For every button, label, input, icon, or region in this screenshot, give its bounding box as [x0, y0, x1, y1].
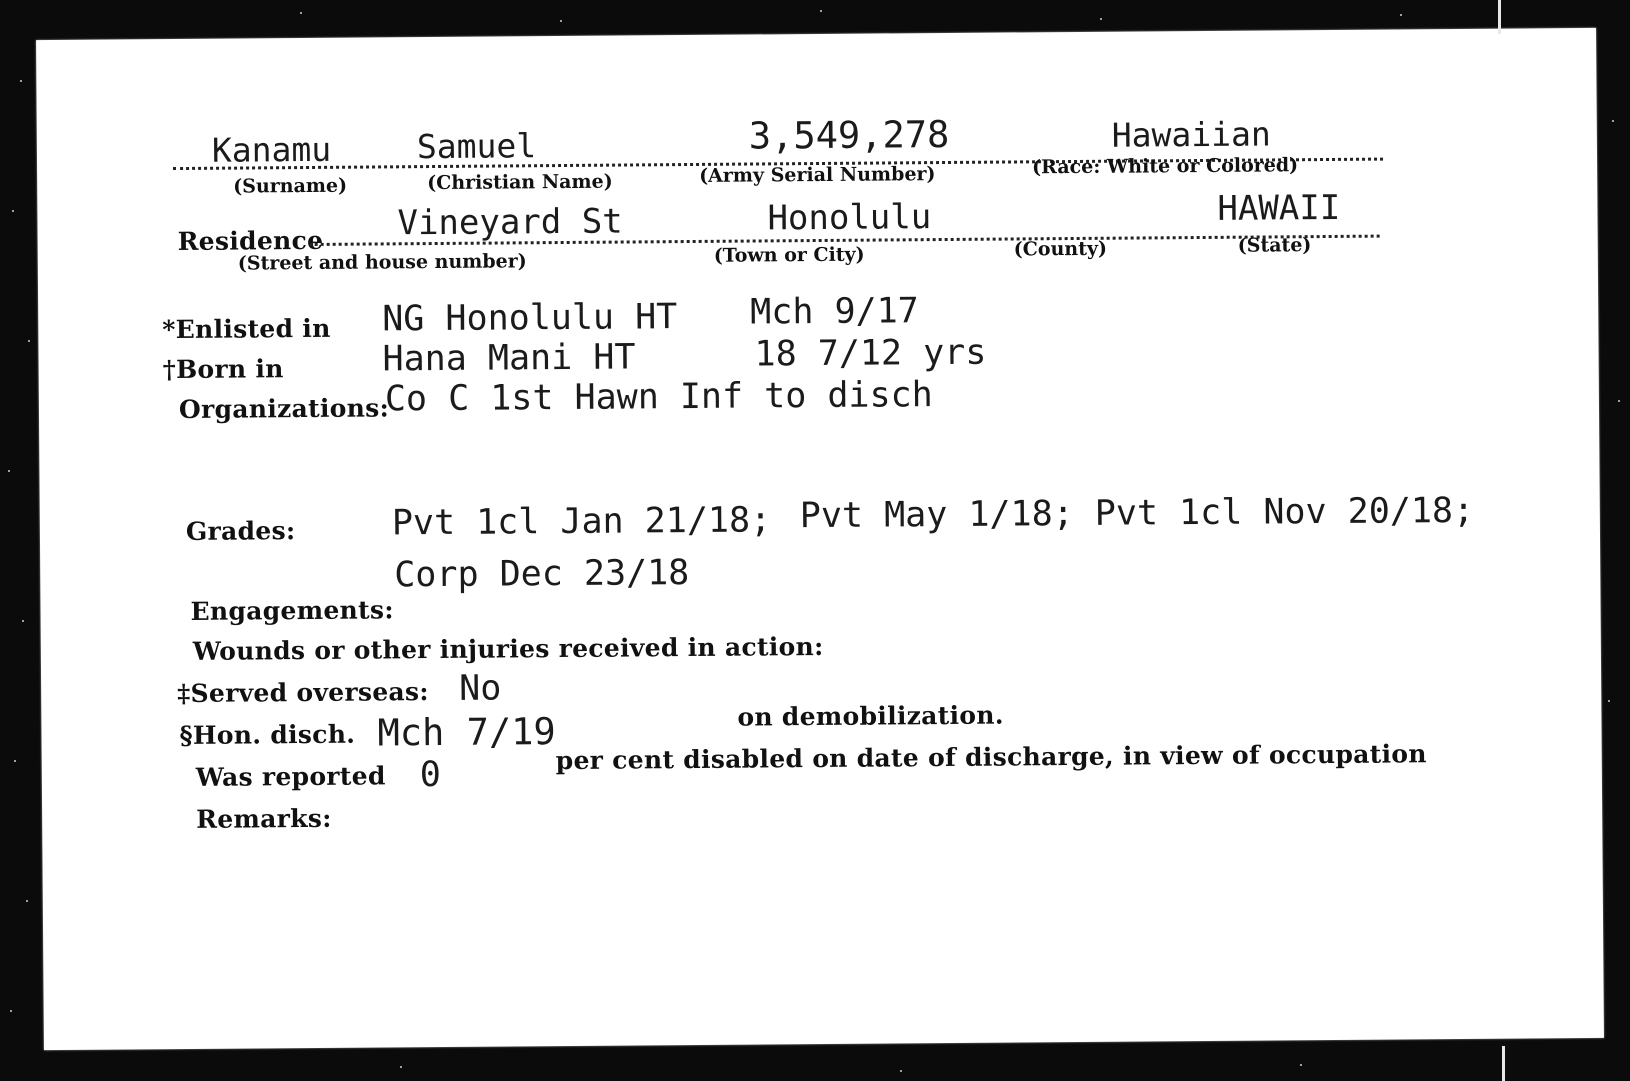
organizations-label: Organizations: — [178, 393, 390, 425]
residence-label: Residence — [177, 225, 324, 257]
surname-value: Kanamu — [211, 129, 332, 170]
scan-edge-line — [1498, 0, 1501, 34]
enlisted-label: *Enlisted in — [162, 313, 331, 345]
remarks-label: Remarks: — [196, 803, 332, 834]
grades-line1-part1: Pvt 1cl Jan 21/18; — [391, 500, 772, 544]
grades-label: Grades: — [185, 516, 296, 546]
enlisted-date-value: Mch 9/17 — [750, 291, 919, 333]
street-value: Vineyard St — [397, 201, 623, 244]
serial-number-caption: (Army Serial Number) — [699, 163, 936, 187]
serial-number-value: 3,549,278 — [748, 112, 950, 158]
race-value: Hawaiian — [1111, 114, 1271, 155]
wounds-label: Wounds or other injuries received in action: — [192, 631, 824, 666]
grades-line1-part2: Pvt May 1/18; Pvt 1cl Nov 20/18; — [799, 490, 1475, 537]
discharge-date-value: Mch 7/19 — [377, 710, 556, 755]
age-value: 18 7/12 yrs — [754, 332, 987, 375]
reported-label: Was reported — [195, 761, 386, 792]
discharge-label: §Hon. disch. — [179, 719, 356, 751]
born-place-value: Hana Mani HT — [382, 337, 636, 380]
born-label: †Born in — [162, 354, 284, 385]
state-caption: (State) — [1237, 234, 1312, 257]
surname-caption: (Surname) — [233, 174, 348, 198]
state-value: HAWAII — [1217, 187, 1341, 229]
race-caption: (Race: White or Colored) — [1032, 154, 1299, 179]
served-overseas-value: No — [459, 668, 502, 709]
town-caption: (Town or City) — [713, 243, 865, 267]
engagements-label: Engagements: — [190, 595, 394, 626]
discharge-suffix: on demobilization. — [737, 700, 1004, 732]
street-caption: (Street and house number) — [237, 250, 527, 275]
enlisted-place-value: NG Honolulu HT — [382, 297, 678, 340]
disability-percent-value: 0 — [419, 754, 442, 796]
served-overseas-label: ‡Served overseas: — [177, 677, 429, 709]
organizations-value: Co C 1st Hawn Inf to disch — [384, 375, 933, 420]
county-caption: (County) — [1013, 237, 1108, 261]
service-record-card — [36, 28, 1604, 1050]
grades-line2: Corp Dec 23/18 — [394, 553, 690, 596]
christian-name-value: Samuel — [416, 126, 537, 167]
disability-suffix: per cent disabled on date of discharge, in view of occupation — [555, 739, 1427, 776]
christian-name-caption: (Christian Name) — [427, 170, 613, 195]
town-value: Honolulu — [767, 197, 932, 239]
scan-edge-line-bottom — [1502, 1046, 1505, 1081]
